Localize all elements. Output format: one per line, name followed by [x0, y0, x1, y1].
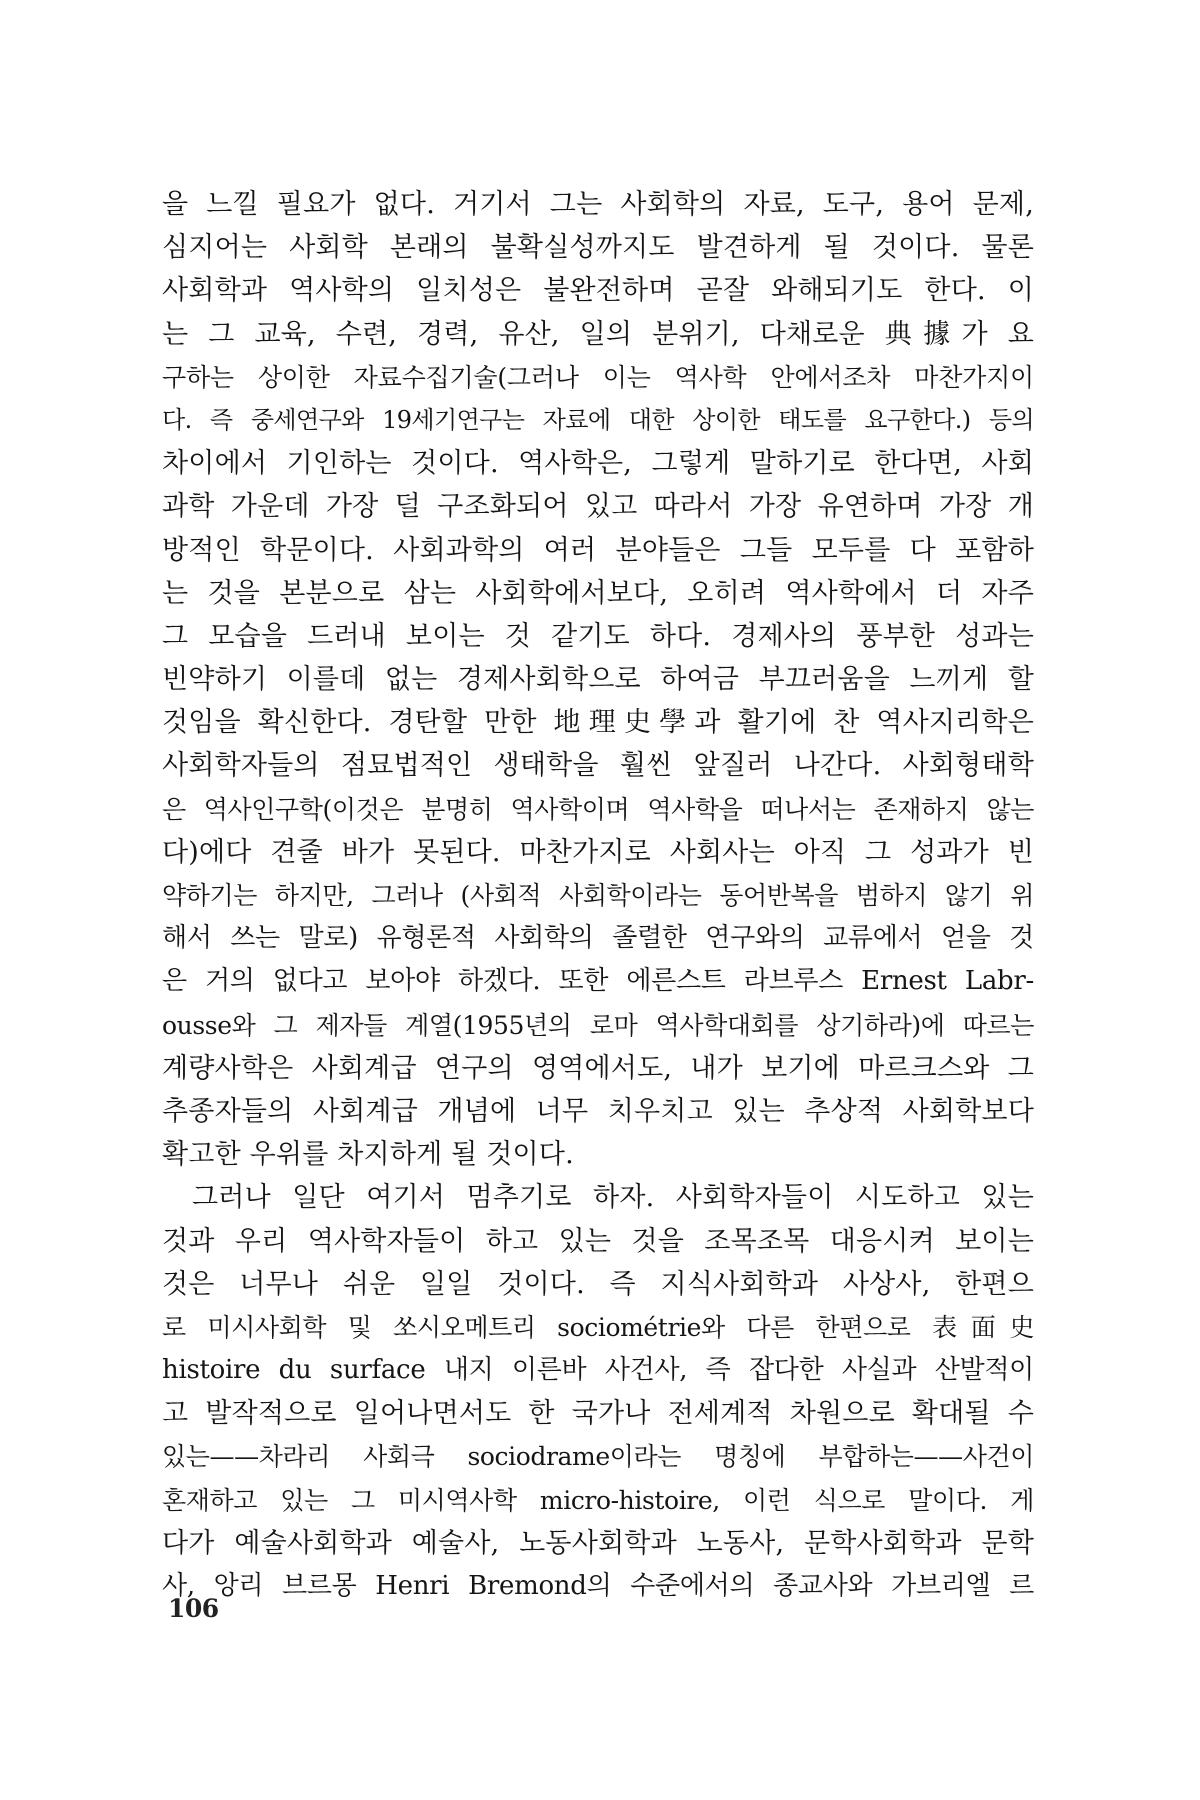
text-line: 것은 너무나 쉬운 일일 것이다. 즉 지식사회학과 사상사, 한편으	[162, 1268, 1034, 1300]
text-line: 추종자들의 사회계급 개념에 너무 치우치고 있는 추상적 사회학보다	[162, 1095, 1034, 1127]
text-line: 은 역사인구학(이것은 분명히 역사학이며 역사학을 떠나서는 존재하지 않는	[162, 794, 1034, 824]
paragraph-final-line: 확고한 우위를 차지하게 될 것이다.	[162, 1139, 574, 1171]
text-line: 다가 예술사회학과 예술사, 노동사회학과 노동사, 문학사회학과 문학	[162, 1527, 1034, 1559]
text-line: 다. 즉 중세연구와 19세기연구는 자료에 대한 상이한 태도를 요구한다.) 등의	[162, 405, 1034, 434]
body-text	[162, 183, 1034, 1608]
text-line: 을 느낄 필요가 없다. 거기서 그는 사회학의 자료, 도구, 용어 문제,	[162, 189, 1034, 220]
text-line: 과학 가운데 가장 덜 구조화되어 있고 따라서 가장 유연하며 가장 개	[162, 491, 1034, 523]
text-line: 구하는 상이한 자료수집기술(그러나 이는 역사학 안에서조차 마찬가지이	[162, 362, 1034, 392]
text-line: 방적인 학문이다. 사회과학의 여러 분야들은 그들 모두를 다 포함하	[162, 534, 1034, 566]
page-number: 106	[168, 1594, 219, 1623]
text-line: 심지어는 사회학 본래의 불확실성까지도 발견하게 될 것이다. 물론	[162, 232, 1034, 264]
text-line: 차이에서 기인하는 것이다. 역사학은, 그렇게 말하기로 한다면, 사회	[162, 448, 1034, 480]
text-line: 다)에다 견줄 바가 못된다. 마찬가지로 사회사는 아직 그 성과가 빈	[162, 836, 1034, 868]
text-line: 그 모습을 드러내 보이는 것 같기도 하다. 경제사의 풍부한 성과는	[162, 620, 1034, 652]
text-line: 사회학자들의 점묘법적인 생태학을 훨씬 앞질러 나간다. 사회형태학	[162, 750, 1034, 782]
text-line: 고 발작적으로 일어나면서도 한 국가나 전세계적 차원으로 확대될 수	[162, 1398, 1034, 1430]
text-line: 사회학과 역사학의 일치성은 불완전하며 곧잘 와해되기도 한다. 이	[162, 275, 1034, 307]
text-line: 것과 우리 역사학자들이 하고 있는 것을 조목조목 대응시켜 보이는	[162, 1225, 1034, 1257]
text-line: 로 미시사회학 및 쏘시오메트리 sociométrie와 다른 한편으로 表面史	[162, 1312, 1034, 1342]
text-line: 는 그 교육, 수련, 경력, 유산, 일의 분위기, 다채로운 典據가 요	[162, 318, 1034, 350]
text-line: 해서 쓰는 말로) 유형론적 사회학의 졸렬한 연구와의 교류에서 얻을 것	[162, 923, 1034, 954]
text-line: 는 것을 본분으로 삼는 사회학에서보다, 오히려 역사학에서 더 자주	[162, 577, 1034, 609]
text-line: 은 거의 없다고 보아야 하겠다. 또한 에른스트 라브루스 Ernest Labr-	[162, 966, 1034, 997]
text-line: histoire du surface 내지 이른바 사건사, 즉 잡다한 사실과 산발적이	[162, 1355, 1034, 1386]
text-line: 빈약하기 이를데 없는 경제사회학으로 하여금 부끄러움을 느끼게 할	[162, 664, 1034, 696]
text-line: 혼재하고 있는 그 미시역사학 micro-histoire, 이런 식으로 말이다. 게	[162, 1485, 1034, 1515]
text-line: ousse와 그 제자들 계열(1955년의 로마 역사학대회를 상기하라)에 따르는	[162, 1010, 1034, 1040]
text-line: 약하기는 하지만, 그러나 (사회적 사회학이라는 동어반복을 범하지 않기 위	[162, 881, 1034, 910]
text-line: 있는——차라리 사회극 sociodrame이라는 명칭에 부합하는——사건이	[162, 1442, 1034, 1472]
paragraph-first-line: 그러나 일단 여기서 멈추기로 하자. 사회학자들이 시도하고 있는	[192, 1182, 1034, 1214]
text-line: 계량사학은 사회계급 연구의 영역에서도, 내가 보기에 마르크스와 그	[162, 1052, 1034, 1084]
text-line: 것임을 확신한다. 경탄할 만한 地理史學과 활기에 찬 역사지리학은	[162, 707, 1034, 739]
text-line: 사, 앙리 브르몽 Henri Bremond의 수준에서의 종교사와 가브리엘 르	[162, 1571, 1034, 1601]
